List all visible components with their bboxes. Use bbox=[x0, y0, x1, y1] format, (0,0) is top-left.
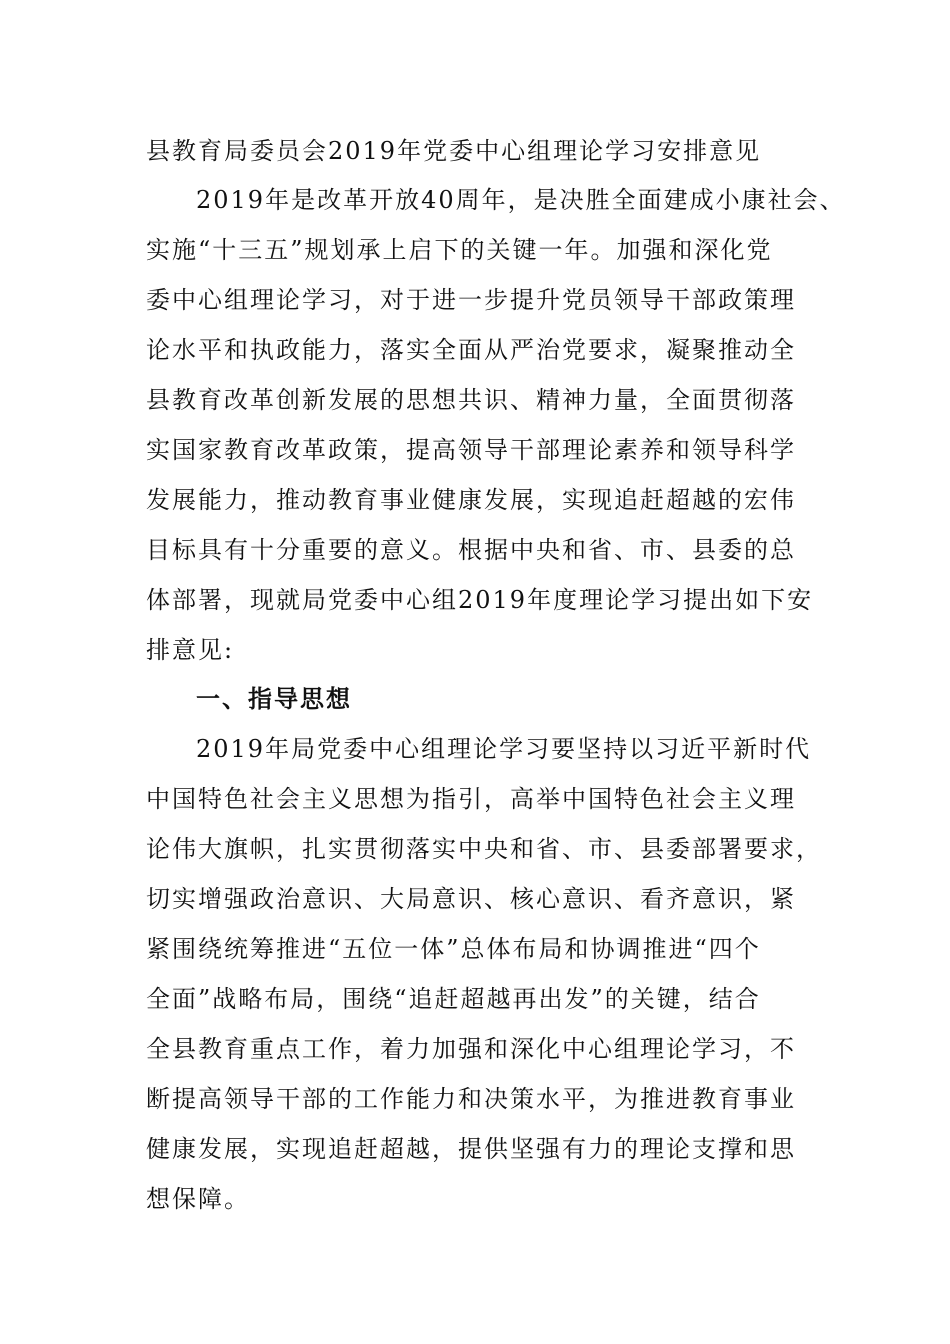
intro-line: 实施“十三五”规划承上启下的关键一年。加强和深化党 bbox=[146, 236, 773, 264]
document-title: 县教育局委员会2019年党委中心组理论学习安排意见 bbox=[146, 137, 762, 165]
section-line: 论伟大旗帜，扎实贯彻落实中央和省、市、县委部署要求， bbox=[146, 835, 822, 863]
section-line: 断提高领导干部的工作能力和决策水平，为推进教育事业 bbox=[146, 1085, 796, 1113]
intro-line: 委中心组理论学习，对于进一步提升党员领导干部政策理 bbox=[146, 286, 796, 314]
intro-line: 论水平和执政能力，落实全面从严治党要求，凝聚推动全 bbox=[146, 336, 796, 364]
intro-line: 2019年是改革开放40周年，是决胜全面建成小康社会、 bbox=[196, 186, 846, 214]
intro-line: 实国家教育改革政策，提高领导干部理论素养和领导科学 bbox=[146, 436, 796, 464]
section-heading: 一、指导思想 bbox=[196, 685, 352, 713]
intro-line: 排意见: bbox=[146, 636, 235, 664]
section-line: 想保障。 bbox=[146, 1185, 250, 1213]
intro-line: 县教育改革创新发展的思想共识、精神力量，全面贯彻落 bbox=[146, 386, 796, 414]
intro-line: 发展能力，推动教育事业健康发展，实现追赶超越的宏伟 bbox=[146, 486, 796, 514]
section-line: 全面”战略布局，围绕“追赶超越再出发”的关键，结合 bbox=[146, 985, 761, 1013]
section-line: 切实增强政治意识、大局意识、核心意识、看齐意识，紧 bbox=[146, 885, 796, 913]
section-line: 健康发展，实现追赶超越，提供坚强有力的理论支撑和思 bbox=[146, 1135, 796, 1163]
section-line: 紧围绕统筹推进“五位一体”总体布局和协调推进“四个 bbox=[146, 935, 761, 963]
section-line: 中国特色社会主义思想为指引，高举中国特色社会主义理 bbox=[146, 785, 796, 813]
intro-line: 目标具有十分重要的意义。根据中央和省、市、县委的总 bbox=[146, 536, 796, 564]
section-line: 2019年局党委中心组理论学习要坚持以习近平新时代 bbox=[196, 735, 812, 763]
intro-line: 体部署，现就局党委中心组2019年度理论学习提出如下安 bbox=[146, 586, 814, 614]
section-line: 全县教育重点工作，着力加强和深化中心组理论学习，不 bbox=[146, 1035, 796, 1063]
